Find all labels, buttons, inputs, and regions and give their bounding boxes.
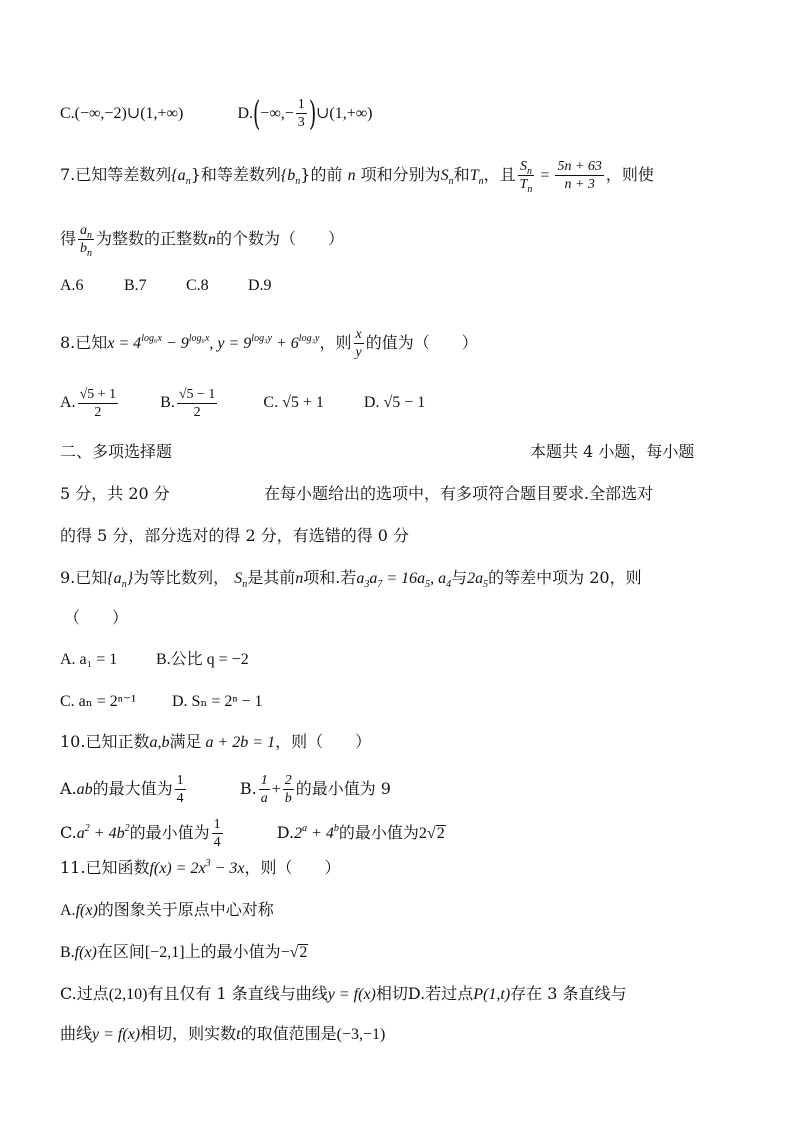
q6-option-d-fraction: $\frac{1}{3}$ bbox=[297, 97, 305, 130]
section2-line2-a: 5 分，共 20 分 bbox=[60, 484, 170, 503]
q7-ratio-fraction: $\frac{S_n}{T_n}$ bbox=[519, 159, 533, 195]
q7-an-over-bn: $\frac{a_n}{b_n}$ bbox=[80, 223, 93, 259]
q8-option-b: $\frac{√5 - 1}{2}$ bbox=[178, 387, 216, 420]
q6-option-d-tail: ∪(1,+∞) bbox=[316, 105, 373, 122]
q8-option-c: C. √5 + 1 bbox=[263, 394, 324, 412]
q9-options-row1 bbox=[60, 648, 249, 672]
q6-option-d-label: D. bbox=[237, 105, 254, 122]
q9-options-row2 bbox=[60, 690, 262, 714]
q6-option-c: C.(−∞,−2)∪(1,+∞) bbox=[60, 105, 184, 122]
q8-option-a: $\frac{√5 + 1}{2}$ bbox=[79, 387, 117, 420]
q7-option-b: B.7 bbox=[124, 277, 147, 294]
q11-option-a: A.f(x)的图象关于原点中心对称 bbox=[60, 900, 274, 919]
q7-option-d: D.9 bbox=[248, 277, 272, 294]
q7-stem-line1: 7.已知等差数列$\{a_n\}$和等差数列$\{b_n\}$的前 n 项和分别为$S_n$和$T_n$，且 $\frac{S_n}{T_n}$ = $\frac{5n + 63}{n + 3}$ ，则使 bbox=[60, 159, 654, 195]
q11-option-b: B.f(x)在区间[−2,1]上的最小值为−√2 bbox=[60, 942, 308, 961]
q9-option-c: C. aₙ = 2ⁿ⁻¹ bbox=[60, 693, 136, 710]
q9-stem: 9.已知$\{a_n\}$为等比数列， $S_n$是其前n项和.若$a_3a_7 = 16a_5$, $a_4$与$2a_5$的等差中项为 20，则 bbox=[60, 568, 642, 590]
q7-option-c: C.8 bbox=[186, 277, 209, 294]
section2-note: 本题共 4 小题，每小题 bbox=[530, 442, 695, 461]
q8-option-d: D. √5 − 1 bbox=[363, 394, 426, 412]
q7-stem-line2: 得 $\frac{a_n}{b_n}$ 为整数的正整数n的个数为（ ） bbox=[60, 223, 345, 259]
q7-ratio-value: $\frac{5n + 63}{n + 3}$ bbox=[557, 159, 602, 192]
q6-options: C.(−∞,−2)∪(1,+∞) D.(−∞,− $\frac{1}{3}$ )∪(1,+∞) bbox=[60, 93, 373, 134]
q8-options: A. $\frac{√5 + 1}{2}$ B. $\frac{√5 - 1}{2}$ C. √5 + 1 D. √5 − 1 bbox=[60, 387, 426, 420]
q6-option-d-interval: −∞,− bbox=[260, 105, 294, 122]
q9-option-a: A. a₁ = 1 bbox=[60, 651, 118, 668]
section2-title: 二、多项选择题 bbox=[60, 442, 173, 461]
q8-stem: 8.已知$x = 4^{log_6x} - 9^{log_6x}$, $y = 9^{log_3y} + 6^{log_3y}$，则 $\frac{x}{y}$ 的值为（ ） bbox=[60, 327, 478, 360]
q8-x-over-y: $\frac{x}{y}$ bbox=[355, 327, 362, 360]
q7-options bbox=[60, 274, 272, 298]
q7-option-a: A.6 bbox=[60, 277, 84, 294]
q9-option-b: B.公比 q = −2 bbox=[156, 651, 249, 668]
q10-options-row1: A.ab的最大值为 $\frac{1}{4}$ B. $\frac{1}{a}$ + $\frac{2}{b}$ 的最小值为 9 bbox=[60, 773, 391, 806]
q11-stem: 11.已知函数$f(x) = 2x^3 - 3x$，则（ ） bbox=[60, 858, 341, 877]
q10-option-c-value: $\frac{1}{4}$ bbox=[213, 817, 221, 850]
q10-option-a-value: $\frac{1}{4}$ bbox=[176, 773, 184, 806]
q9-option-d: D. Sₙ = 2ⁿ − 1 bbox=[172, 693, 263, 710]
section2-line3: 的得 5 分，部分选对的得 2 分，有选错的得 0 分 bbox=[60, 526, 410, 545]
q9-answer-paren: （ ） bbox=[64, 608, 129, 627]
q11-option-d-line2: 曲线y = f(x)相切，则实数t的取值范围是(−3,−1) bbox=[60, 1024, 386, 1043]
q8-expression: $x = 4^{log_6x} - 9^{log_6x}$, $y = 9^{log_3y} + 6^{log_3y}$ bbox=[107, 333, 320, 352]
q11-options-cd: C.过点(2,10)有且仅有 1 条直线与曲线y = f(x)相切D.若过点P(1,t)存在 3 条直线与 bbox=[60, 984, 627, 1003]
q10-options-row2: $C.a^2 + 4b^2$的最小值为 $\frac{1}{4}$ $D.2^a + 4^b$的最小值为2√2 bbox=[60, 817, 445, 850]
section2-line2-b: 在每小题给出的选项中，有多项符合题目要求.全部选对 bbox=[264, 484, 654, 503]
q10-stem: 10.已知正数a,b满足 a + 2b = 1，则（ ） bbox=[60, 732, 372, 751]
